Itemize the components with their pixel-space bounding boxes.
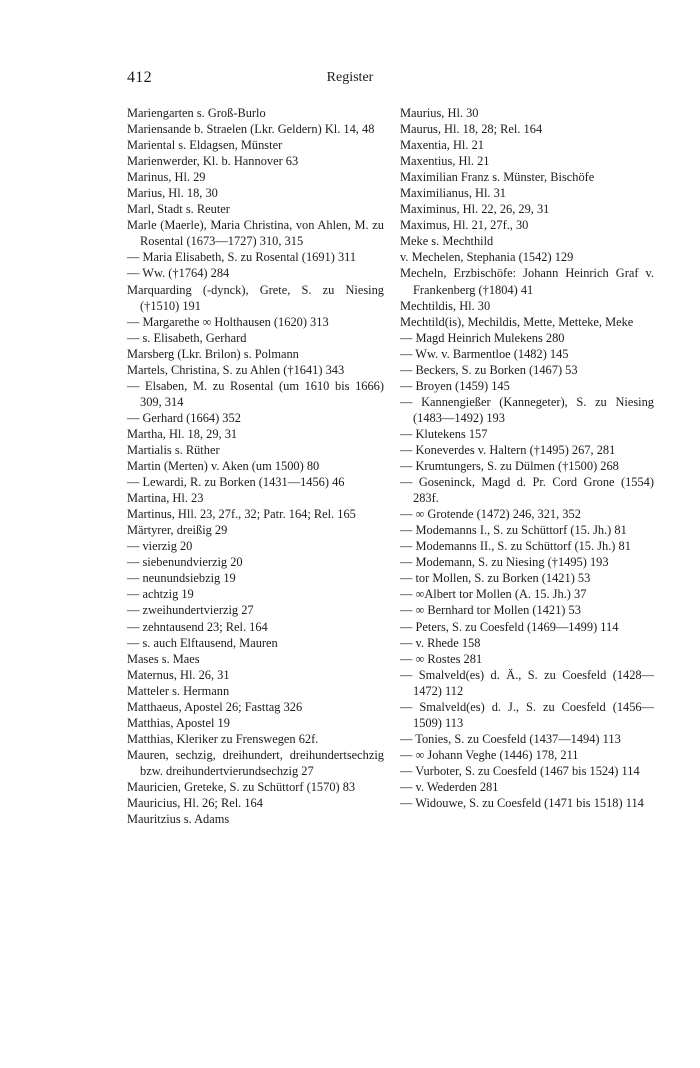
page-number: 412: [127, 69, 152, 86]
right-index-column: [400, 105, 654, 811]
index-entry: Maurius, Hl. 30: [400, 106, 479, 120]
index-entry: — Elsaben, M. zu Rosental (um 1610 bis 1666) 309, 314: [127, 378, 384, 409]
index-entry: Mechtild(is), Mechildis, Mette, Metteke, Meke: [400, 314, 634, 329]
index-entry: Martialis s. Rüther: [127, 442, 220, 457]
index-entry: — Peters, S. zu Coesfeld (1469—1499) 114: [400, 619, 619, 634]
index-entry: — s. Elisabeth, Gerhard: [127, 330, 247, 345]
index-entry: Marl, Stadt s. Reuter: [127, 202, 230, 217]
index-entry: Mauricius, Hl. 26; Rel. 164: [127, 796, 263, 811]
index-entry: — Tonies, S. zu Coesfeld (1437—1494) 113: [400, 731, 621, 746]
index-entry: Maternus, Hl. 26, 31: [127, 667, 230, 682]
index-entry: — Koneverdes v. Haltern (†1495) 267, 281: [400, 442, 616, 457]
index-entry: Maximinus, Hl. 22, 26, 29, 31: [400, 202, 550, 217]
index-entry: Marle (Maerle), Maria Christina, von Ahlen, M. zu Rosental (1673—1727) 310, 315: [127, 218, 384, 249]
index-entry: — Beckers, S. zu Borken (1467) 53: [400, 362, 578, 377]
index-entry: Matthias, Kleriker zu Frenswegen 62f.: [127, 731, 319, 746]
index-entry: — ∞ Bernhard tor Mollen (1421) 53: [400, 603, 581, 618]
index-entry: — Gerhard (1664) 352: [127, 410, 241, 425]
index-entry: Martinus, Hll. 23, 27f., 32; Patr. 164; Rel. 165: [127, 507, 356, 522]
index-entry: Mecheln, Erzbischöfe: Johann Heinrich Graf v. Frankenberg (†1804) 41: [400, 266, 654, 297]
index-entry: — ∞ Johann Veghe (1446) 178, 211: [400, 747, 579, 762]
index-entry: — Ww. (†1764) 284: [127, 266, 230, 281]
index-entry: Marquarding (-dynck), Grete, S. zu Niesing (†1510) 191: [127, 282, 384, 313]
index-entry: Meke s. Mechthild: [400, 234, 494, 249]
index-entry: — achtzig 19: [127, 587, 194, 602]
index-entry: — zweihundertvierzig 27: [127, 603, 254, 618]
index-entry: — Maria Elisabeth, S. zu Rosental (1691) 311: [127, 250, 357, 265]
index-entry: — Modemanns I., S. zu Schüttorf (15. Jh.) 81: [400, 523, 627, 538]
index-entry: Matteler s. Hermann: [127, 683, 230, 698]
index-entry: — Goseninck, Magd d. Pr. Cord Grone (1554) 283f.: [400, 475, 654, 506]
index-entry: Mauricien, Greteke, S. zu Schüttorf (1570) 83: [127, 779, 356, 794]
index-entry: — Modemanns II., S. zu Schüttorf (15. Jh.) 81: [400, 539, 631, 554]
index-entry: Matthias, Apostel 19: [127, 715, 230, 730]
index-entry: Mases s. Maes: [127, 651, 200, 666]
index-entry: — Vurboter, S. zu Coesfeld (1467 bis 1524) 114: [400, 763, 640, 778]
index-entry: — ∞ Grotende (1472) 246, 321, 352: [400, 507, 581, 522]
index-entry: — v. Rhede 158: [400, 635, 481, 650]
index-entry: Martha, Hl. 18, 29, 31: [127, 426, 238, 441]
index-entry: Mauritzius s. Adams: [127, 812, 230, 827]
index-entry: Mariensande b. Straelen (Lkr. Geldern) Kl. 14, 48: [127, 122, 375, 137]
index-entry: — Lewardi, R. zu Borken (1431—1456) 46: [127, 475, 345, 490]
index-entry: — vierzig 20: [127, 539, 193, 554]
index-entry: — Ww. v. Barmentloe (1482) 145: [400, 346, 569, 361]
index-entry: Marius, Hl. 18, 30: [127, 186, 218, 201]
index-entry: — Smalveld(es) d. Ä., S. zu Coesfeld (1428—1472) 112: [400, 667, 654, 698]
index-entry: Mechtildis, Hl. 30: [400, 298, 491, 313]
index-entry: Matthaeus, Apostel 26; Fasttag 326: [127, 699, 303, 714]
index-entry: Maximus, Hl. 21, 27f., 30: [400, 218, 529, 233]
index-entry: — ∞ Rostes 281: [400, 651, 483, 666]
index-entry: — Magd Heinrich Mulekens 280: [400, 330, 565, 345]
index-entry: Martina, Hl. 23: [127, 491, 204, 506]
index-entry: Marsberg (Lkr. Brilon) s. Polmann: [127, 346, 299, 361]
index-entry: Mariengarten s. Groß-Burlo: [127, 106, 266, 120]
index-entry: — v. Wederden 281: [400, 779, 499, 794]
index-entry: Maximilian Franz s. Münster, Bischöfe: [400, 170, 595, 185]
index-entry: — Modemann, S. zu Niesing (†1495) 193: [400, 555, 609, 570]
index-entry: Maxentius, Hl. 21: [400, 154, 490, 169]
index-entry: Maximilianus, Hl. 31: [400, 186, 507, 201]
index-entry: Marinus, Hl. 29: [127, 170, 206, 185]
left-index-column: [127, 105, 384, 827]
index-entry: — s. auch Elftausend, Mauren: [127, 635, 278, 650]
index-entry: — Smalveld(es) d. J., S. zu Coesfeld (1456—1509) 113: [400, 699, 654, 730]
index-entry: Martels, Christina, S. zu Ahlen (†1641) 343: [127, 362, 345, 377]
index-entry: Marienwerder, Kl. b. Hannover 63: [127, 154, 299, 169]
index-entry: — Krumtungers, S. zu Dülmen (†1500) 268: [400, 459, 619, 474]
index-entry: Mauren, sechzig, dreihundert, dreihundertsechzig bzw. dreihundertvierundsechzig 27: [127, 747, 384, 778]
index-entry: — siebenundvierzig 20: [127, 555, 243, 570]
index-entry: — zehntausend 23; Rel. 164: [127, 619, 268, 634]
index-entry: Martin (Merten) v. Aken (um 1500) 80: [127, 459, 320, 474]
index-entry: — Widouwe, S. zu Coesfeld (1471 bis 1518) 114: [400, 796, 644, 811]
index-entry: Maxentia, Hl. 21: [400, 138, 484, 153]
index-entry: Märtyrer, dreißig 29: [127, 523, 228, 538]
index-entry: Mariental s. Eldagsen, Münster: [127, 138, 283, 153]
index-entry: — ∞Albert tor Mollen (A. 15. Jh.) 37: [400, 587, 587, 602]
index-entry: v. Mechelen, Stephania (1542) 129: [400, 250, 574, 265]
index-entry: — Kannengießer (Kannegeter), S. zu Niesing (1483—1492) 193: [400, 394, 654, 425]
index-entry: Maurus, Hl. 18, 28; Rel. 164: [400, 122, 543, 137]
index-entry: — neunundsiebzig 19: [127, 571, 236, 586]
running-title: Register: [326, 70, 374, 85]
index-entry: — Broyen (1459) 145: [400, 378, 510, 393]
index-entry: — tor Mollen, S. zu Borken (1421) 53: [400, 571, 591, 586]
index-entry: — Margarethe ∞ Holthausen (1620) 313: [127, 314, 329, 329]
index-entry: — Klutekens 157: [400, 426, 488, 441]
